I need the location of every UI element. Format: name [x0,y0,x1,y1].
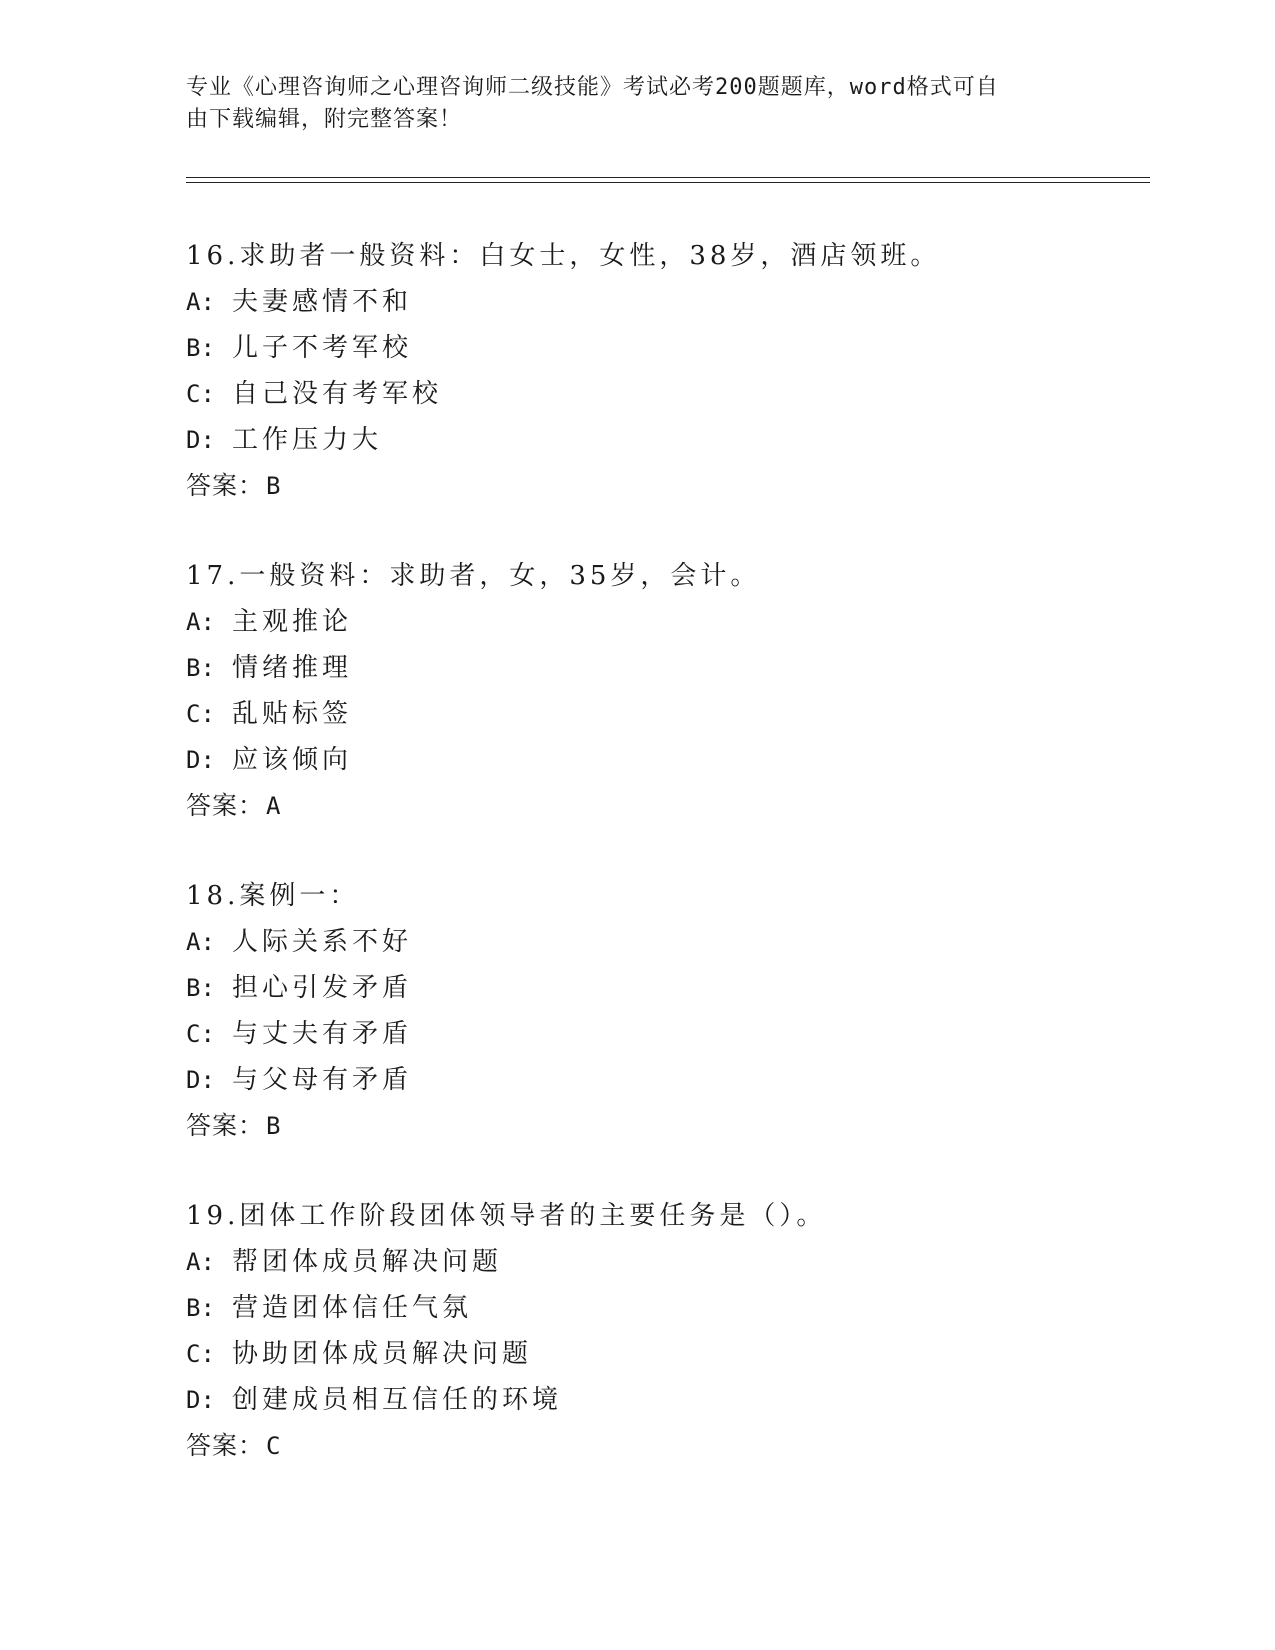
question-list [186,233,1146,1513]
option-a [186,919,1146,965]
option-text: 帮团体成员解决问题 [232,1247,503,1277]
option-c [186,1011,1146,1057]
question-stem: 18.案例一： [186,881,360,911]
question-17 [186,553,1146,829]
answer-value: A [266,792,282,820]
question-stem: 16.求助者一般资料：白女士，女性，38岁，酒店领班。 [186,241,941,271]
option-d [186,737,1146,783]
option-key: D: [186,426,215,454]
option-c [186,1331,1146,1377]
option-key: B: [186,334,215,362]
option-text: 情绪推理 [232,653,353,683]
option-key: D: [186,1066,215,1094]
option-key: A: [186,608,215,636]
option-key: C: [186,1020,215,1048]
intro-line-2: 由下载编辑，附完整答案！ [186,107,463,132]
option-text: 与丈夫有矛盾 [232,1019,413,1049]
answer-line [186,1423,1146,1469]
answer-line [186,463,1146,509]
answer-label: 答案： [186,1111,265,1140]
option-a [186,279,1146,325]
option-text: 自己没有考军校 [232,379,443,409]
option-key: D: [186,1386,215,1414]
question-19 [186,1193,1146,1469]
option-text: 创建成员相互信任的环境 [232,1385,563,1415]
option-d [186,417,1146,463]
header-divider-top [186,177,1150,178]
option-c [186,691,1146,737]
question-16 [186,233,1146,509]
option-text: 与父母有矛盾 [232,1065,413,1095]
option-key: C: [186,380,215,408]
header-divider-bottom [186,182,1150,183]
option-key: C: [186,1340,215,1368]
option-b [186,645,1146,691]
question-stem: 17.一般资料：求助者，女，35岁，会计。 [186,561,761,591]
option-text: 协助团体成员解决问题 [232,1339,533,1369]
answer-value: B [266,472,282,500]
option-c [186,371,1146,417]
answer-label: 答案： [186,1431,265,1460]
answer-value: C [266,1432,282,1460]
option-key: B: [186,654,215,682]
answer-line [186,1103,1146,1149]
option-text: 夫妻感情不和 [232,287,413,317]
option-b [186,325,1146,371]
answer-line [186,783,1146,829]
document-header [186,72,1086,136]
answer-label: 答案： [186,471,265,500]
question-18 [186,873,1146,1149]
answer-value: B [266,1112,282,1140]
intro-line-1: 专业《心理咨询师之心理咨询师二级技能》考试必考200题题库，word格式可自 [186,75,999,100]
option-key: A: [186,928,215,956]
option-key: D: [186,746,215,774]
answer-label: 答案： [186,791,265,820]
option-text: 人际关系不好 [232,927,413,957]
option-key: A: [186,1248,215,1276]
option-text: 营造团体信任气氛 [232,1293,473,1323]
option-b [186,1285,1146,1331]
option-text: 主观推论 [232,607,353,637]
option-a [186,1239,1146,1285]
option-a [186,599,1146,645]
option-text: 乱贴标签 [232,699,353,729]
option-b [186,965,1146,1011]
option-d [186,1377,1146,1423]
option-key: C: [186,700,215,728]
option-text: 担心引发矛盾 [232,973,413,1003]
option-text: 应该倾向 [232,745,353,775]
option-key: A: [186,288,215,316]
option-key: B: [186,1294,215,1322]
option-text: 工作压力大 [232,425,383,455]
question-stem: 19.团体工作阶段团体领导者的主要任务是（）。 [186,1201,827,1231]
option-key: B: [186,974,215,1002]
option-text: 儿子不考军校 [232,333,413,363]
option-d [186,1057,1146,1103]
